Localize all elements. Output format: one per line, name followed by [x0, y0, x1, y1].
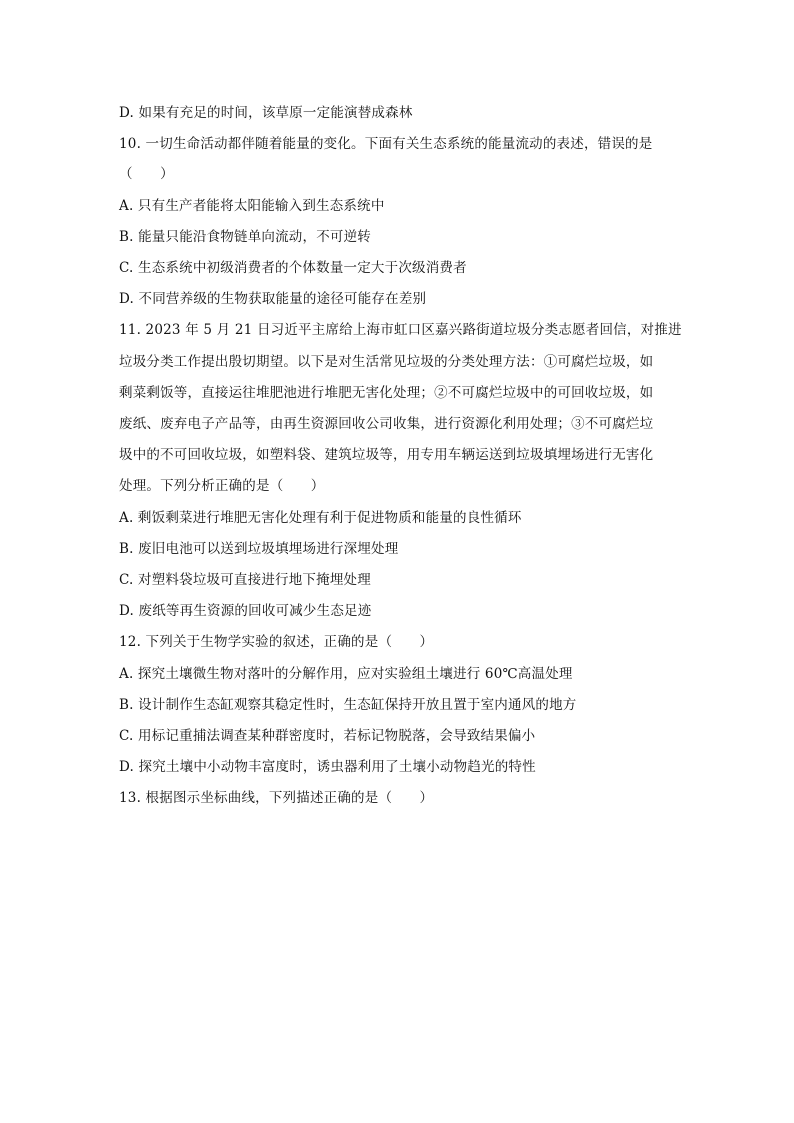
- q11-option-c: C. 对塑料袋垃圾可直接进行地下掩埋处理: [119, 572, 371, 588]
- q11-stem-line-3: 剩菜剩饭等，直接运往堆肥池进行堆肥无害化处理；②不可腐烂垃圾中的可回收垃圾，如: [119, 385, 654, 401]
- q10-option-a: A. 只有生产者能将太阳能输入到生态系统中: [119, 198, 385, 214]
- q11-stem-line-5: 圾中的不可回收垃圾，如塑料袋、建筑垃圾等，用专用车辆运送到垃圾填埋场进行无害化: [119, 447, 654, 463]
- q12-option-b: B. 设计制作生态缸观察其稳定性时，生态缸保持开放且置于室内通风的地方: [119, 697, 577, 713]
- q12-option-c: C. 用标记重捕法调查某种群密度时，若标记物脱落，会导致结果偏小: [119, 728, 536, 744]
- q12-stem: 12. 下列关于生物学实验的叙述，正确的是（ ）: [119, 634, 434, 650]
- q10-stem-line-1: 10. 一切生命活动都伴随着能量的变化。下面有关生态系统的能量流动的表述，错误的是: [119, 136, 653, 152]
- q11-option-d: D. 废纸等再生资源的回收可减少生态足迹: [119, 603, 372, 619]
- q10-option-c: C. 生态系统中初级消费者的个体数量一定大于次级消费者: [119, 260, 467, 276]
- q10-option-d: D. 不同营养级的生物获取能量的途径可能存在差别: [119, 291, 427, 307]
- q11-option-a: A. 剩饭剩菜进行堆肥无害化处理有利于促进物质和能量的良性循环: [119, 510, 522, 526]
- q10-option-b: B. 能量只能沿食物链单向流动，不可逆转: [119, 229, 372, 245]
- q11-stem-line-2: 垃圾分类工作提出殷切期望。以下是对生活常见垃圾的分类处理方法：①可腐烂垃圾，如: [119, 354, 654, 370]
- q11-stem-line-1: 11. 2023 年 5 月 21 日习近平主席给上海市虹口区嘉兴路街道垃圾分类志愿者回信，对推进: [119, 322, 682, 338]
- q12-option-d: D. 探究土壤中小动物丰富度时，诱虫器利用了土壤小动物趋光的特性: [119, 759, 536, 775]
- q11-stem-line-4: 废纸、废弃电子产品等，由再生资源回收公司收集，进行资源化利用处理；③不可腐烂垃: [119, 416, 654, 432]
- q12-option-a: A. 探究土壤微生物对落叶的分解作用，应对实验组土壤进行 60℃高温处理: [119, 666, 573, 682]
- q11-option-b: B. 废旧电池可以送到垃圾填埋场进行深埋处理: [119, 541, 399, 557]
- q10-stem-line-2: （ ）: [119, 166, 174, 182]
- q9-option-d: D. 如果有充足的时间，该草原一定能演替成森林: [119, 105, 413, 121]
- q13-stem: 13. 根据图示坐标曲线，下列描述正确的是（ ）: [119, 790, 434, 806]
- q11-stem-line-6: 处理。下列分析正确的是（ ）: [119, 478, 325, 494]
